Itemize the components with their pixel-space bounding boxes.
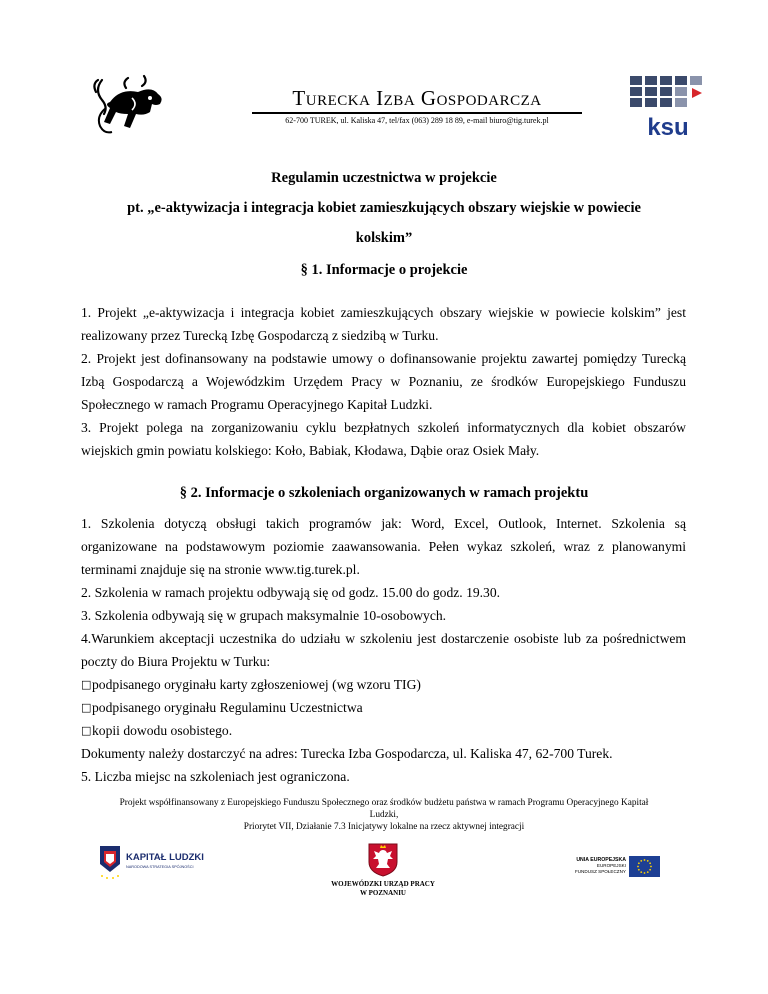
list-item-text: podpisanego oryginału Regulaminu Uczestnictwa (92, 700, 363, 715)
list-item (81, 673, 686, 696)
funding-note-line1: Projekt współfinansowany z Europejskiego Funduszu Społecznego oraz środków budżetu państwa w ramach Programu Operacyjnego Kapitał Ludzki, (119, 798, 649, 820)
letterhead (252, 86, 582, 125)
list-item (81, 696, 686, 719)
eu-star-icon (640, 860, 642, 862)
tig-bull-logo-icon (88, 72, 170, 142)
wup-name-line2: W POZNANIU (360, 889, 406, 897)
checkbox-bullet-icon: □ (81, 678, 92, 691)
eu-star-icon (644, 859, 646, 861)
section1-paragraph: 1. Projekt „e-aktywizacja i integracja kobiet zamieszkujących obszary wiejskie w powiecie kolskim” jest realizowany przez Turecką Izbę Gospodarczą z siedzibą w Turku. (81, 305, 686, 343)
eu-flag-icon (629, 856, 660, 877)
checkbox-bullet-icon: □ (81, 701, 92, 714)
section2-paragraph: 4.Warunkiem akceptacji uczestnika do udziału w szkoleniu jest dostarczenie osobiste lub za pośrednictwem poczty do Biura Projektu w Turku: (81, 631, 686, 669)
funding-note (110, 797, 658, 833)
kl-logo-subtitle: NARODOWA STRATEGIA SPÓJNOŚCI (126, 865, 194, 869)
organization-address: 62-700 TUREK, ul. Kaliska 47, tel/fax (063) 289 18 89, e-mail biuro@tig.turek.pl (285, 116, 549, 125)
kl-logo-title: KAPITAŁ LUDZKI (126, 852, 204, 863)
list-item (81, 719, 686, 742)
eu-star-icon (649, 869, 651, 871)
eu-star-icon (638, 869, 640, 871)
section2-paragraph: 5. Liczba miejsc na szkoleniach jest ograniczona. (81, 769, 350, 784)
eu-star-icon (647, 871, 649, 873)
list-item-text: kopii dowodu osobistego. (92, 723, 233, 738)
section2-heading: § 2. Informacje o szkoleniach organizowanych w ramach projektu (179, 485, 589, 501)
section2-paragraph: 2. Szkolenia w ramach projektu odbywają się od godz. 15.00 do godz. 19.30. (81, 585, 501, 600)
section1-paragraph: 2. Projekt jest dofinansowany na podstawie umowy o dofinansowanie projektu zawartej pomiędzy Turecką Izbą Gospodarczą a Wojewódzkim Urzędem Pracy w Poznaniu, ze środków Europejskiego Funduszu Społecznego w ramach Programu Operacyjnego Kapitał Ludzki. (81, 351, 686, 412)
eu-line2: EUROPEJSKI (596, 863, 626, 868)
eu-line1: UNIA EUROPEJSKA (576, 857, 626, 863)
eu-star-icon (649, 862, 651, 864)
section2-body (81, 512, 686, 788)
checkbox-bullet-icon: □ (81, 724, 92, 737)
eu-star-icon (640, 871, 642, 873)
eu-star-icon (650, 866, 652, 868)
section1-paragraph: 3. Projekt polega na zorganizowaniu cyklu bezpłatnych szkoleń informatycznych dla kobiet obszarów wiejskich gmin powiatu kolskiego: Koło, Babiak, Kłodawa, Dąbie oraz Osiek Mały. (81, 420, 686, 458)
wup-name (315, 880, 451, 898)
eu-logo-text (568, 857, 626, 875)
funding-note-line2: Priorytet VII, Działanie 7.3 Inicjatywy lokalne na rzecz aktywnej integracji (243, 822, 525, 832)
wup-name-line1: WOJEWÓDZKI URZĄD PRACY (331, 880, 435, 888)
eagle-crest-icon (367, 842, 399, 878)
section2-paragraph: 3. Szkolenia odbywają się w grupach maksymalnie 10-osobowych. (81, 608, 447, 623)
document-title-line1: Regulamin uczestnictwa w projekcie (271, 170, 497, 186)
kapital-ludzki-logo-icon (98, 842, 215, 884)
wup-logo (315, 842, 451, 898)
section2-paragraph: 1. Szkolenia dotyczą obsługi takich programów jak: Word, Excel, Outlook, Internet. Szkolenia są organizowane na podstawowym poziomie zaawansowania. Pełen wykaz szkoleń, wraz z planowanymi terminami znajduje się na stronie www.tig.turek.pl. (81, 516, 686, 577)
eu-star-icon (647, 860, 649, 862)
list-item-text: podpisanego oryginału karty zgłoszeniowej (wg wzoru TIG) (92, 677, 421, 692)
eu-star-icon (644, 872, 646, 874)
organization-name: Turecka Izba Gospodarcza (252, 86, 582, 114)
document-title-line2: pt. „e-aktywizacja i integracja kobiet zamieszkujących obszary wiejskie w powiecie kolskim” (127, 200, 641, 246)
eu-star-icon (638, 862, 640, 864)
ksu-logo-text: ksu (647, 114, 689, 138)
eu-star-icon (637, 866, 639, 868)
section2-paragraph: Dokumenty należy dostarczyć na adres: Turecka Izba Gospodarcza, ul. Kaliska 47, 62-700 Turek. (81, 746, 613, 761)
eu-social-fund-logo (568, 856, 660, 878)
document-title (100, 163, 668, 253)
section1-heading: § 1. Informacje o projekcie (300, 262, 468, 278)
eu-line3: FUNDUSZ SPOŁECZNY (574, 869, 626, 874)
section1-body (81, 301, 686, 462)
ksu-logo-icon (630, 76, 706, 138)
